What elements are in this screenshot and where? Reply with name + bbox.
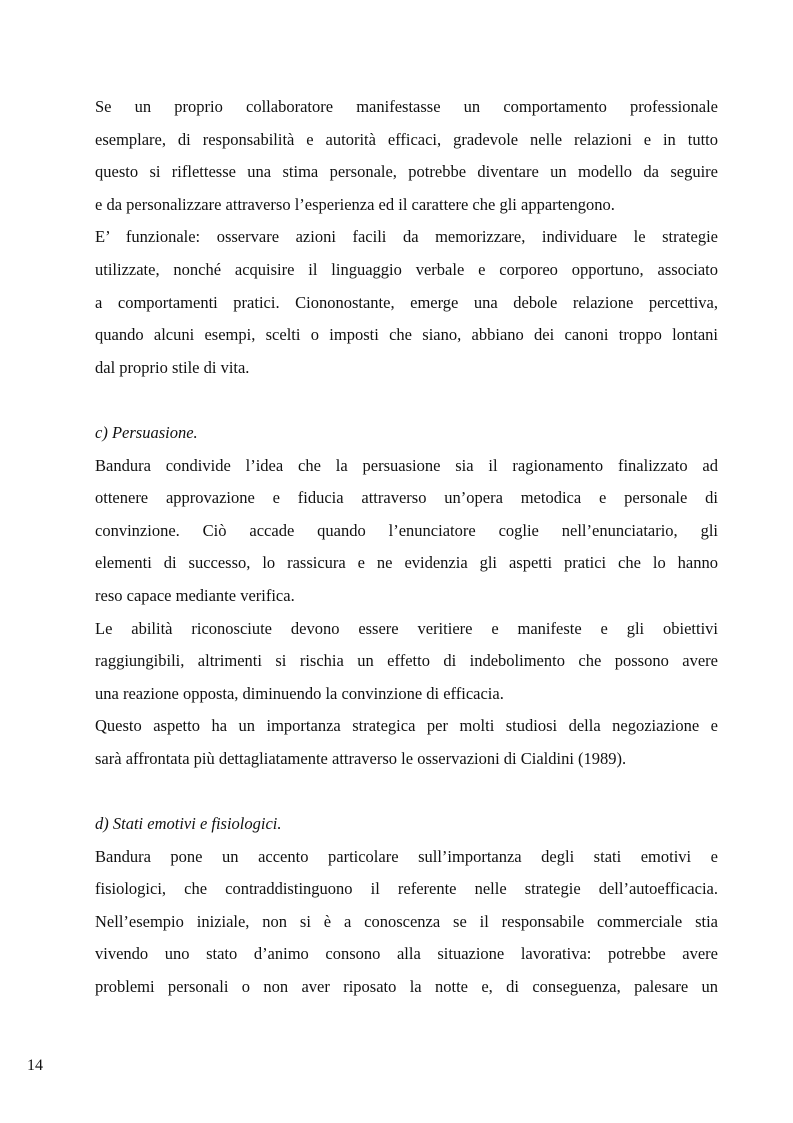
text-line: convinzione. Ciò accade quando l’enunciatore coglie nell’enunciatario, gli: [95, 520, 718, 540]
paragraph-spacer: [95, 384, 718, 417]
text-line: elementi di successo, lo rassicura e ne evidenzia gli aspetti pratici che lo hanno: [95, 553, 718, 573]
paragraph-spacer: [95, 775, 718, 808]
section-heading-stati-emotivi: d) Stati emotivi e fisiologici.: [95, 814, 282, 834]
text-line: e da personalizzare attraverso l’esperienza ed il carattere che gli appartengono.: [95, 194, 615, 214]
text-line: fisiologici, che contraddistinguono il referente nelle strategie dell’autoefficacia.: [95, 879, 718, 899]
text-line: Bandura condivide l’idea che la persuasione sia il ragionamento finalizzato ad: [95, 455, 718, 475]
text-line: vivendo uno stato d’animo consono alla situazione lavorativa: potrebbe avere: [95, 944, 718, 964]
text-line: raggiungibili, altrimenti si rischia un effetto di indebolimento che possono avere: [95, 651, 718, 671]
para-bandura-stati: [95, 841, 718, 1004]
text-line: questo si riflettesse una stima personale, potrebbe diventare un modello da seguire: [95, 162, 718, 182]
text-line: Se un proprio collaboratore manifestasse un comportamento professionale: [95, 97, 718, 116]
page-body: [95, 91, 718, 1004]
text-line: una reazione opposta, diminuendo la convinzione di efficacia.: [95, 683, 504, 703]
text-line: utilizzate, nonché acquisire il linguaggio verbale e corporeo opportuno, associato: [95, 259, 718, 279]
text-line: sarà affrontata più dettagliatamente attraverso le osservazioni di Cialdini (1989).: [95, 748, 627, 768]
para-bandura-persuasione: [95, 450, 718, 613]
text-line: Questo aspetto ha un importanza strategica per molti studiosi della negoziazione e: [95, 716, 718, 736]
page-number: 14: [27, 1057, 43, 1074]
text-line: E’ funzionale: osservare azioni facili da memorizzare, individuare le strategie: [95, 227, 718, 247]
text-line: reso capace mediante verifica.: [95, 585, 295, 605]
para-abilita: [95, 613, 718, 711]
section-heading-persuasione: c) Persuasione.: [95, 422, 198, 442]
text-line: Nell’esempio iniziale, non si è a conoscenza se il responsabile commerciale stia: [95, 911, 718, 931]
text-line: esemplare, di responsabilità e autorità efficaci, gradevole nelle relazioni e in tutto: [95, 129, 718, 149]
text-line: quando alcuni esempi, scelti o imposti che siano, abbiano dei canoni troppo lontani: [95, 325, 718, 345]
text-line: problemi personali o non aver riposato la notte e, di conseguenza, palesare un: [95, 977, 718, 997]
text-line: dal proprio stile di vita.: [95, 357, 250, 377]
para-aspetto: [95, 710, 718, 775]
para-funzionale: [95, 221, 718, 384]
text-line: a comportamenti pratici. Ciononostante, emerge una debole relazione percettiva,: [95, 292, 718, 312]
text-line: Le abilità riconosciute devono essere veritiere e manifeste e gli obiettivi: [95, 618, 718, 638]
text-line: ottenere approvazione e fiducia attraverso un’opera metodica e personale di: [95, 488, 718, 508]
text-line: Bandura pone un accento particolare sull’importanza degli stati emotivi e: [95, 846, 718, 866]
para-collaboratore: [95, 91, 718, 221]
